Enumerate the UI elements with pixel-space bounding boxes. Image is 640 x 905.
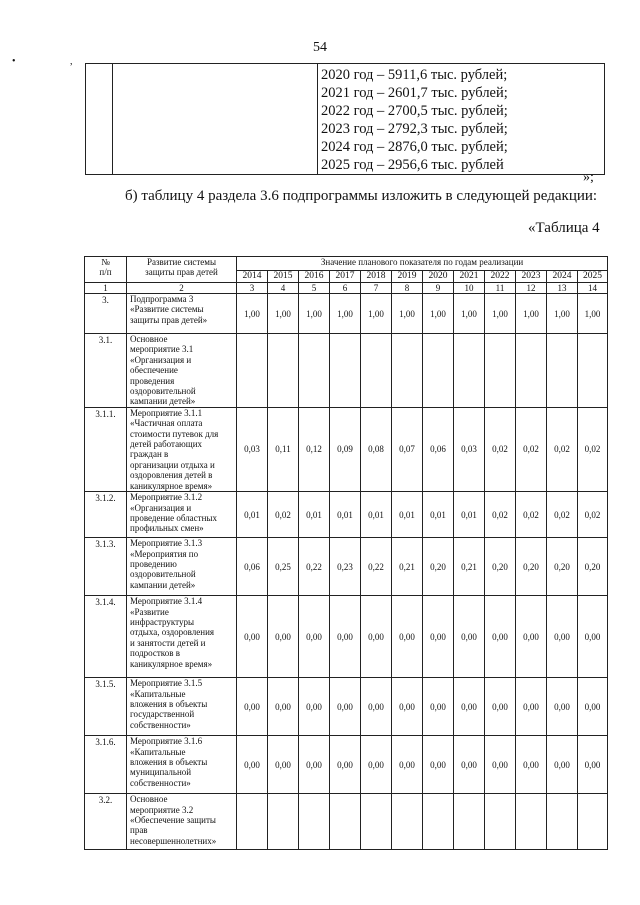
column-index: 6 — [330, 283, 361, 294]
header-year: 2015 — [268, 271, 299, 283]
value-cell: 1,00 — [330, 294, 361, 334]
value-cell: 0,01 — [454, 492, 485, 538]
column-index: 14 — [578, 283, 608, 294]
value-cell: 0,02 — [268, 492, 299, 538]
row-name: Основное мероприятие 3.1 «Организация и обеспечение проведения оздоровительной кампании детей» — [127, 334, 237, 408]
table-row — [85, 334, 608, 408]
row-name: Подпрограмма 3 «Развитие системы защиты прав детей» — [127, 294, 237, 334]
row-number: 3.1.4. — [85, 596, 127, 678]
value-cell: 0,00 — [485, 736, 516, 794]
value-cell: 1,00 — [485, 294, 516, 334]
table-row — [85, 538, 608, 596]
value-cell: 0,00 — [578, 678, 608, 736]
value-cell — [268, 334, 299, 408]
value-cell: 0,00 — [516, 596, 547, 678]
header-number: № п/п — [85, 257, 127, 283]
header-year: 2018 — [361, 271, 392, 283]
value-cell — [268, 794, 299, 850]
header-values: Значение планового показателя по годам реализации — [237, 257, 608, 271]
header-year: 2017 — [330, 271, 361, 283]
amount-line: 2025 год – 2956,6 тыс. рублей — [321, 157, 504, 173]
value-cell: 0,00 — [423, 596, 454, 678]
value-cell: 0,00 — [547, 736, 578, 794]
value-cell: 1,00 — [454, 294, 485, 334]
value-cell: 0,00 — [392, 678, 423, 736]
row-number: 3.1. — [85, 334, 127, 408]
header-year: 2019 — [392, 271, 423, 283]
header-year: 2020 — [423, 271, 454, 283]
header-year: 2024 — [547, 271, 578, 283]
value-cell: 0,00 — [516, 678, 547, 736]
value-cell: 0,01 — [299, 492, 330, 538]
value-cell: 0,06 — [237, 538, 268, 596]
value-cell — [237, 794, 268, 850]
value-cell — [454, 794, 485, 850]
table-row — [85, 407, 608, 491]
value-cell — [454, 334, 485, 408]
value-cell — [547, 794, 578, 850]
value-cell: 0,00 — [330, 596, 361, 678]
header-year: 2014 — [237, 271, 268, 283]
value-cell: 0,00 — [361, 678, 392, 736]
header-year: 2022 — [485, 271, 516, 283]
value-cell: 0,00 — [454, 736, 485, 794]
value-cell: 0,21 — [392, 538, 423, 596]
empty-cell — [113, 64, 318, 175]
table-row — [85, 596, 608, 678]
value-cell: 1,00 — [299, 294, 330, 334]
value-cell: 0,01 — [361, 492, 392, 538]
value-cell: 0,20 — [516, 538, 547, 596]
value-cell — [516, 794, 547, 850]
value-cell: 0,22 — [361, 538, 392, 596]
value-cell: 1,00 — [516, 294, 547, 334]
margin-marks: • , — [12, 56, 99, 67]
value-cell: 0,00 — [237, 596, 268, 678]
value-cell: 0,00 — [299, 678, 330, 736]
value-cell: 0,00 — [392, 596, 423, 678]
column-index: 12 — [516, 283, 547, 294]
value-cell: 0,02 — [547, 492, 578, 538]
column-index: 13 — [547, 283, 578, 294]
value-cell: 0,00 — [547, 678, 578, 736]
value-cell: 0,02 — [578, 492, 608, 538]
row-number: 3. — [85, 294, 127, 334]
row-name: Мероприятие 3.1.3 «Мероприятия по проведению оздоровительной кампании детей» — [127, 538, 237, 596]
value-cell: 0,08 — [361, 407, 392, 491]
value-cell — [361, 794, 392, 850]
value-cell — [392, 794, 423, 850]
value-cell: 0,20 — [578, 538, 608, 596]
value-cell — [485, 794, 516, 850]
column-index: 3 — [237, 283, 268, 294]
amount-line: 2022 год – 2700,5 тыс. рублей; — [321, 103, 508, 119]
value-cell: 1,00 — [547, 294, 578, 334]
value-cell: 0,01 — [423, 492, 454, 538]
value-cell: 1,00 — [237, 294, 268, 334]
header-year: 2021 — [454, 271, 485, 283]
value-cell — [516, 334, 547, 408]
value-cell: 1,00 — [392, 294, 423, 334]
value-cell: 0,00 — [392, 736, 423, 794]
value-cell: 1,00 — [361, 294, 392, 334]
funding-continuation-table — [85, 63, 605, 175]
value-cell — [330, 794, 361, 850]
amount-line: 2021 год – 2601,7 тыс. рублей; — [321, 85, 508, 101]
value-cell — [237, 334, 268, 408]
value-cell: 0,00 — [268, 678, 299, 736]
value-cell: 0,21 — [454, 538, 485, 596]
value-cell: 0,22 — [299, 538, 330, 596]
value-cell: 0,00 — [547, 596, 578, 678]
value-cell: 0,01 — [237, 492, 268, 538]
value-cell: 0,25 — [268, 538, 299, 596]
value-cell: 1,00 — [268, 294, 299, 334]
value-cell: 0,00 — [516, 736, 547, 794]
value-cell — [330, 334, 361, 408]
value-cell: 0,07 — [392, 407, 423, 491]
table-row — [85, 736, 608, 794]
instruction-text: б) таблицу 4 раздела 3.6 подпрограммы изложить в следующей редакции: — [125, 188, 598, 204]
value-cell: 0,00 — [268, 736, 299, 794]
table-caption: «Таблица 4 — [528, 220, 600, 236]
value-cell: 0,00 — [578, 736, 608, 794]
value-cell: 0,03 — [237, 407, 268, 491]
header-name: Развитие системы защиты прав детей — [127, 257, 237, 283]
value-cell: 0,00 — [485, 596, 516, 678]
value-cell: 0,02 — [485, 492, 516, 538]
value-cell: 0,00 — [299, 736, 330, 794]
value-cell: 0,02 — [516, 492, 547, 538]
value-cell: 0,00 — [454, 678, 485, 736]
header-year: 2023 — [516, 271, 547, 283]
value-cell: 0,06 — [423, 407, 454, 491]
value-cell — [299, 794, 330, 850]
table-row — [85, 294, 608, 334]
column-index: 2 — [127, 283, 237, 294]
row-name: Мероприятие 3.1.1 «Частичная оплата стоимости путевок для детей работающих граждан в организации отдыха и оздоровления детей в каникулярное время» — [127, 407, 237, 491]
value-cell: 1,00 — [578, 294, 608, 334]
header-year: 2016 — [299, 271, 330, 283]
amount-line: 2020 год – 5911,6 тыс. рублей; — [321, 67, 508, 83]
table-row — [85, 492, 608, 538]
value-cell: 0,00 — [485, 678, 516, 736]
value-cell — [578, 794, 608, 850]
row-name: Мероприятие 3.1.2 «Организация и проведение областных профильных смен» — [127, 492, 237, 538]
value-cell — [547, 334, 578, 408]
row-number: 3.1.3. — [85, 538, 127, 596]
value-cell: 0,00 — [454, 596, 485, 678]
value-cell: 0,00 — [330, 678, 361, 736]
column-index: 7 — [361, 283, 392, 294]
value-cell: 0,00 — [299, 596, 330, 678]
value-cell: 1,00 — [423, 294, 454, 334]
value-cell: 0,00 — [423, 736, 454, 794]
row-number: 3.1.1. — [85, 407, 127, 491]
value-cell: 0,02 — [516, 407, 547, 491]
value-cell: 0,02 — [485, 407, 516, 491]
indicator-table — [84, 256, 608, 850]
column-index: 4 — [268, 283, 299, 294]
value-cell: 0,11 — [268, 407, 299, 491]
closing-quote: »; — [583, 170, 594, 185]
row-number: 3.1.6. — [85, 736, 127, 794]
value-cell: 0,00 — [423, 678, 454, 736]
row-number: 3.1.2. — [85, 492, 127, 538]
value-cell — [578, 334, 608, 408]
value-cell: 0,00 — [578, 596, 608, 678]
table-row — [85, 678, 608, 736]
page-number: 54 — [313, 40, 327, 55]
column-index: 10 — [454, 283, 485, 294]
value-cell: 0,03 — [454, 407, 485, 491]
value-cell: 0,00 — [361, 596, 392, 678]
value-cell: 0,23 — [330, 538, 361, 596]
table-row — [85, 794, 608, 850]
row-number: 3.2. — [85, 794, 127, 850]
value-cell: 0,02 — [547, 407, 578, 491]
value-cell: 0,00 — [237, 736, 268, 794]
empty-cell — [86, 64, 113, 175]
value-cell — [423, 334, 454, 408]
column-index: 9 — [423, 283, 454, 294]
value-cell: 0,00 — [268, 596, 299, 678]
value-cell: 0,01 — [330, 492, 361, 538]
value-cell: 0,20 — [547, 538, 578, 596]
value-cell: 0,00 — [237, 678, 268, 736]
column-index: 8 — [392, 283, 423, 294]
row-name: Мероприятие 3.1.4 «Развитие инфраструктуры отдыха, оздоровления и занятости детей и подростков в каникулярное время» — [127, 596, 237, 678]
value-cell: 0,20 — [423, 538, 454, 596]
header-year: 2025 — [578, 271, 608, 283]
value-cell: 0,02 — [578, 407, 608, 491]
row-number: 3.1.5. — [85, 678, 127, 736]
amount-line: 2023 год – 2792,3 тыс. рублей; — [321, 121, 508, 137]
value-cell: 0,12 — [299, 407, 330, 491]
column-index: 1 — [85, 283, 127, 294]
value-cell: 0,20 — [485, 538, 516, 596]
amount-line: 2024 год – 2876,0 тыс. рублей; — [321, 139, 508, 155]
value-cell — [485, 334, 516, 408]
column-index: 11 — [485, 283, 516, 294]
value-cell — [299, 334, 330, 408]
row-name: Мероприятие 3.1.5 «Капитальные вложения в объекты государственной собственности» — [127, 678, 237, 736]
column-index: 5 — [299, 283, 330, 294]
value-cell: 0,00 — [361, 736, 392, 794]
row-name: Мероприятие 3.1.6 «Капитальные вложения в объекты муниципальной собственности» — [127, 736, 237, 794]
funding-amounts-cell — [318, 64, 605, 175]
value-cell — [423, 794, 454, 850]
value-cell — [392, 334, 423, 408]
row-name: Основное мероприятие 3.2 «Обеспечение защиты прав несовершеннолетних» — [127, 794, 237, 850]
value-cell: 0,00 — [330, 736, 361, 794]
value-cell: 0,01 — [392, 492, 423, 538]
value-cell: 0,09 — [330, 407, 361, 491]
value-cell — [361, 334, 392, 408]
